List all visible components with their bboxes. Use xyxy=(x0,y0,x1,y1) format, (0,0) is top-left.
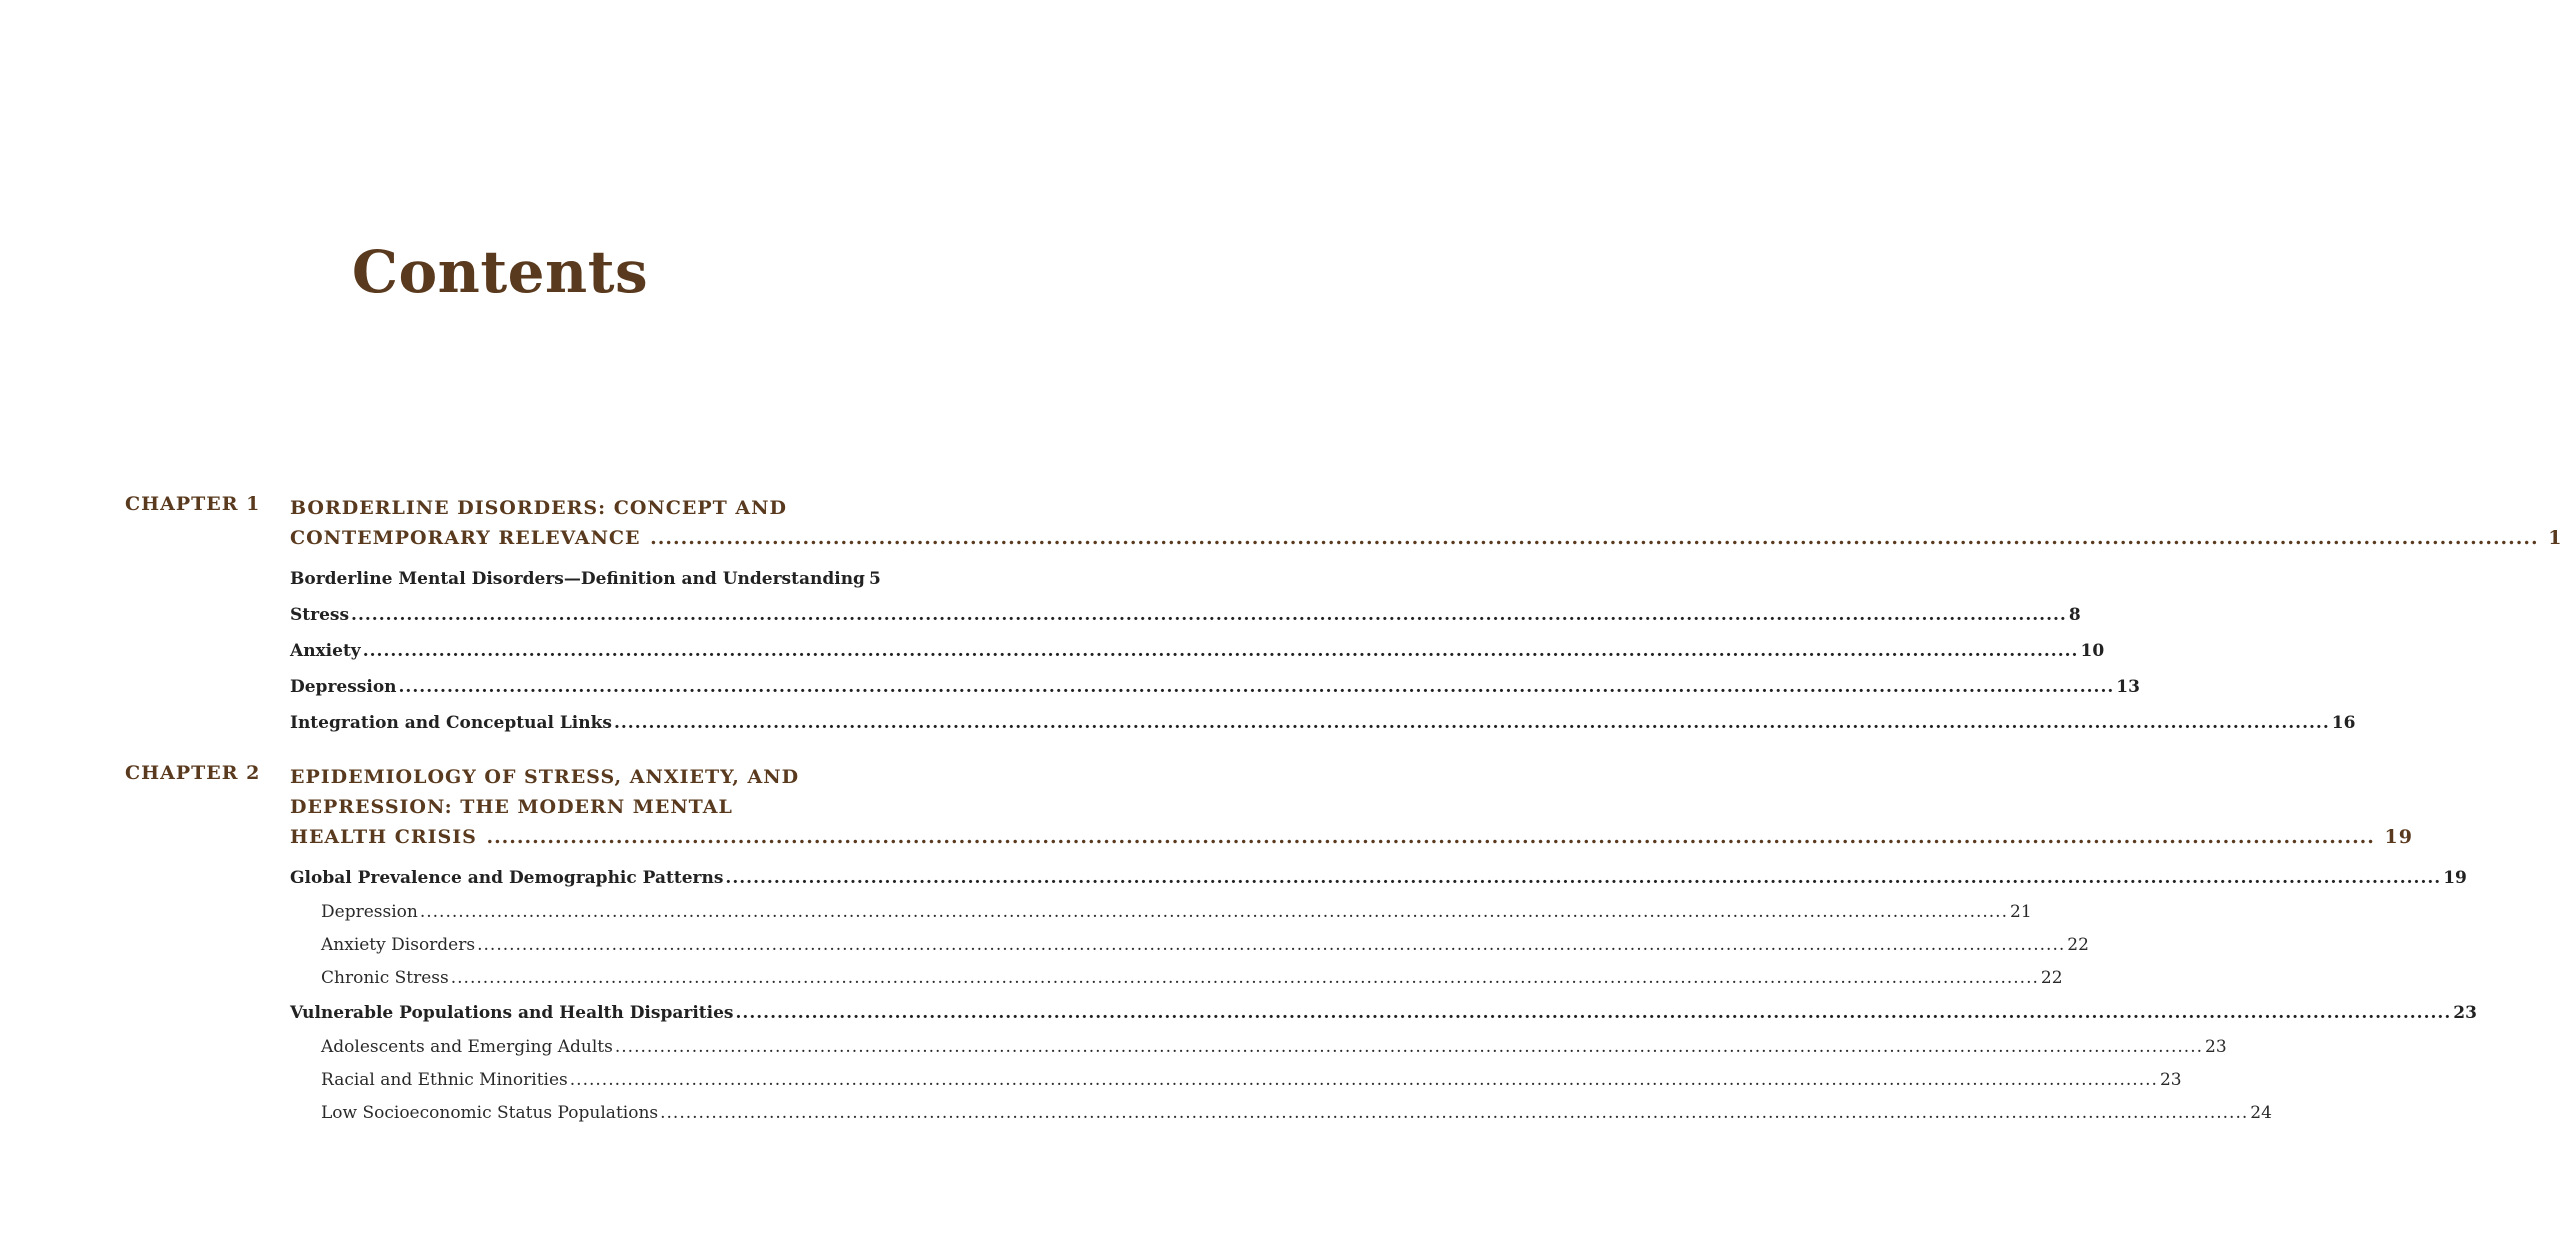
toc-subentry[interactable] xyxy=(290,896,2032,929)
toc-subentry[interactable] xyxy=(290,929,2089,962)
toc-entry[interactable] xyxy=(290,597,2081,633)
toc-entry-page: 22 xyxy=(2040,968,2063,988)
toc-entry-page: 19 xyxy=(2443,868,2467,888)
toc-entry-page: 13 xyxy=(2116,677,2140,697)
dot-leader xyxy=(725,860,2441,896)
dot-leader xyxy=(570,1064,2158,1097)
toc-subentry[interactable] xyxy=(290,962,2063,995)
page-title: Contents xyxy=(351,238,649,306)
toc-entry[interactable] xyxy=(290,705,2356,741)
dot-leader xyxy=(615,1031,2203,1064)
toc-entry-page: 23 xyxy=(2159,1070,2182,1090)
dot-leader xyxy=(399,669,2115,705)
dot-leader xyxy=(486,826,2374,848)
toc-entry-title: Depression xyxy=(290,677,397,697)
chapter-title-line: CONTEMPORARY RELEVANCE xyxy=(290,527,641,549)
toc-entry-title: Vulnerable Populations and Health Disparities xyxy=(290,1003,734,1023)
toc-entry-page: 5 xyxy=(868,569,881,589)
toc-entry-page: 21 xyxy=(2010,902,2032,922)
toc-entry-page: 8 xyxy=(2068,605,2081,625)
toc-entry-title: Depression xyxy=(321,902,418,922)
toc-entry-title: Low Socioeconomic Status Populations xyxy=(321,1103,659,1123)
toc-entry-page: 24 xyxy=(2250,1103,2272,1123)
chapter-title-line: EPIDEMIOLOGY OF STRESS, ANXIETY, AND xyxy=(290,766,800,788)
toc-entry-page: 16 xyxy=(2331,713,2356,733)
dot-leader xyxy=(477,929,2065,962)
dot-leader xyxy=(420,896,2008,929)
toc-subentry[interactable] xyxy=(290,1064,2182,1097)
toc-entry[interactable] xyxy=(290,860,2467,896)
chapter-label: CHAPTER 1 xyxy=(125,493,261,515)
toc-subentry[interactable] xyxy=(290,1097,2272,1130)
toc-entry[interactable] xyxy=(290,561,881,597)
chapter-body xyxy=(290,493,2563,741)
toc-subentry[interactable] xyxy=(290,1031,2227,1064)
toc-entry-title: Borderline Mental Disorders—Definition and Understanding xyxy=(290,569,865,589)
toc-entry-page: 23 xyxy=(2453,1003,2477,1023)
chapter-title-line: HEALTH CRISIS xyxy=(290,826,477,848)
toc-entry-title: Global Prevalence and Demographic Patterns xyxy=(290,868,724,888)
chapter-page-number: 19 xyxy=(2384,826,2413,848)
chapter-title-line: DEPRESSION: THE MODERN MENTAL xyxy=(290,796,733,818)
toc-entry-title: Stress xyxy=(290,605,350,625)
chapter-title-last-line xyxy=(290,822,2413,852)
toc-entry-page: 22 xyxy=(2067,935,2089,955)
dot-leader xyxy=(735,995,2451,1031)
toc-entry-title: Integration and Conceptual Links xyxy=(290,713,612,733)
chapter-title-line: BORDERLINE DISORDERS: CONCEPT AND xyxy=(290,497,788,519)
chapter-label: CHAPTER 2 xyxy=(125,762,261,784)
toc-entry[interactable] xyxy=(290,669,2140,705)
dot-leader xyxy=(451,962,2039,995)
chapter-page-number: 1 xyxy=(2548,527,2563,549)
toc-entry[interactable] xyxy=(290,633,2105,669)
chapter-title-last-line xyxy=(290,523,2563,553)
toc-entry-title: Chronic Stress xyxy=(321,968,449,988)
dot-leader xyxy=(614,705,2330,741)
chapter-body xyxy=(290,762,2477,1130)
dot-leader xyxy=(650,527,2538,549)
toc-entry[interactable] xyxy=(290,995,2477,1031)
dot-leader xyxy=(351,597,2067,633)
toc-entry-title: Anxiety xyxy=(290,641,361,661)
toc-entry-page: 10 xyxy=(2080,641,2105,661)
chapter-title[interactable] xyxy=(290,493,2563,553)
toc-entry-title: Adolescents and Emerging Adults xyxy=(321,1037,613,1057)
chapter-title[interactable] xyxy=(290,762,2413,852)
dot-leader xyxy=(363,633,2079,669)
toc-entry-title: Anxiety Disorders xyxy=(321,935,476,955)
toc-entry-page: 23 xyxy=(2205,1037,2227,1057)
dot-leader xyxy=(660,1097,2248,1130)
toc-entry-title: Racial and Ethnic Minorities xyxy=(321,1070,568,1090)
